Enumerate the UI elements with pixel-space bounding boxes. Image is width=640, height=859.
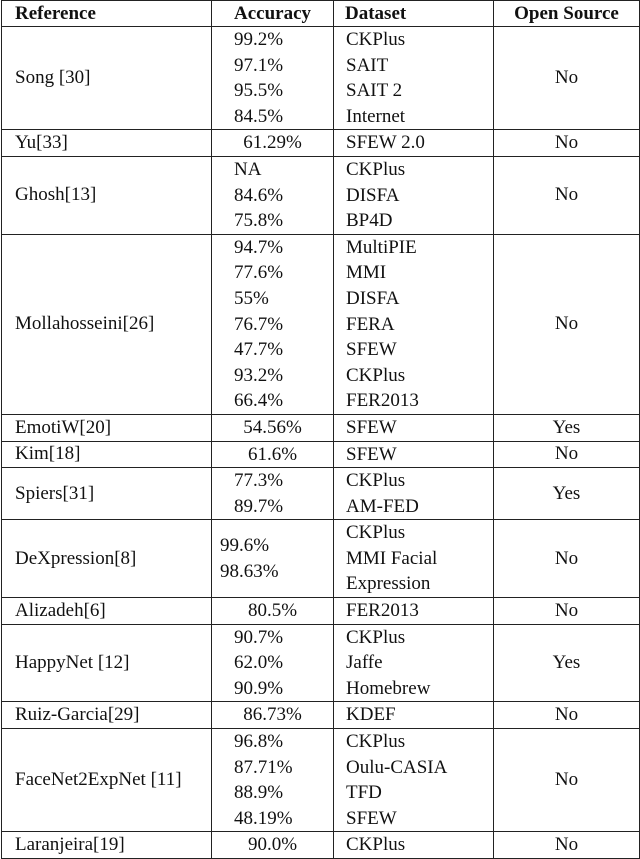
accuracy-value: 61.6% (247, 443, 298, 465)
dataset-cell (334, 598, 494, 625)
table-row (2, 27, 640, 130)
accuracy-value: 96.8% (234, 731, 284, 753)
accuracy-cell (212, 624, 334, 702)
dataset-name: MMI (346, 262, 387, 284)
dataset-name: SFEW (346, 443, 397, 465)
dataset-name: Jaffe (346, 652, 383, 674)
open-source-cell: No (494, 702, 640, 729)
dataset-name: MMI Facial (346, 547, 438, 569)
accuracy-value: 88.9% (234, 782, 284, 804)
dataset-name: FER2013 (346, 600, 419, 622)
reference-cell: Laranjeira[19] (2, 832, 212, 859)
dataset-name: CKPlus (346, 158, 406, 180)
dataset-cell (334, 234, 494, 414)
dataset-name: Internet (346, 105, 406, 127)
table-header (2, 1, 640, 27)
dataset-name: SFEW 2.0 (346, 132, 425, 154)
reference-cell: Kim[18] (2, 441, 212, 468)
header-reference: Reference (2, 1, 212, 27)
accuracy-value: 62.0% (234, 652, 284, 674)
open-source-cell: Yes (494, 414, 640, 441)
accuracy-value: 66.4% (234, 390, 284, 412)
reference-cell: Yu[33] (2, 130, 212, 157)
accuracy-value: 95.5% (234, 80, 284, 102)
dataset-cell (334, 729, 494, 832)
table-row (2, 729, 640, 832)
accuracy-cell (212, 520, 334, 598)
open-source-cell: No (494, 520, 640, 598)
open-source-cell: No (494, 156, 640, 234)
accuracy-cell (212, 702, 334, 729)
header-open-source: Open Source (494, 1, 640, 27)
accuracy-value: 99.2% (234, 29, 284, 50)
accuracy-value: 77.6% (234, 262, 284, 284)
accuracy-value: 76.7% (234, 313, 284, 335)
accuracy-cell (212, 598, 334, 625)
reference-cell: Ruiz-Garcia[29] (2, 702, 212, 729)
accuracy-cell (212, 729, 334, 832)
accuracy-value: 97.1% (234, 54, 284, 76)
accuracy-value: 86.73% (243, 704, 302, 726)
accuracy-value: 90.9% (234, 677, 284, 699)
table-row (2, 520, 640, 598)
dataset-name: Homebrew (346, 677, 431, 699)
dataset-name: MultiPIE (346, 236, 417, 258)
open-source-cell: No (494, 234, 640, 414)
reference-cell: Spiers[31] (2, 468, 212, 520)
reference-cell: DeXpression[8] (2, 520, 212, 598)
dataset-name: BP4D (346, 210, 393, 232)
accuracy-value: 98.63% (220, 560, 279, 582)
dataset-cell (334, 702, 494, 729)
accuracy-value: 75.8% (234, 210, 284, 232)
accuracy-value: 90.0% (247, 834, 298, 856)
dataset-name: SAIT (346, 54, 389, 76)
dataset-name: SFEW (346, 807, 397, 829)
table-row (2, 441, 640, 468)
accuracy-value: 84.5% (234, 105, 284, 127)
accuracy-cell (212, 27, 334, 130)
reference-cell: HappyNet [12] (2, 624, 212, 702)
header-row (2, 1, 640, 27)
dataset-name: DISFA (346, 184, 400, 206)
accuracy-value: 77.3% (234, 470, 284, 492)
table-row (2, 598, 640, 625)
table-row (2, 130, 640, 157)
table-body (2, 27, 640, 859)
dataset-name: KDEF (346, 704, 396, 726)
accuracy-cell (212, 234, 334, 414)
dataset-name: FERA (346, 313, 395, 335)
dataset-name: FER2013 (346, 390, 419, 412)
dataset-name: DISFA (346, 287, 400, 309)
dataset-name: Oulu-CASIA (346, 756, 448, 778)
open-source-cell: No (494, 130, 640, 157)
accuracy-value: 55% (234, 287, 269, 309)
dataset-name: CKPlus (346, 834, 406, 856)
dataset-cell (334, 520, 494, 598)
reference-cell: FaceNet2ExpNet [11] (2, 729, 212, 832)
dataset-name: SAIT 2 (346, 80, 403, 102)
accuracy-cell (212, 414, 334, 441)
accuracy-value: 47.7% (234, 339, 284, 361)
accuracy-cell (212, 441, 334, 468)
dataset-name: TFD (346, 782, 382, 804)
dataset-cell (334, 27, 494, 130)
dataset-cell (334, 441, 494, 468)
dataset-cell (334, 130, 494, 157)
open-source-cell: Yes (494, 468, 640, 520)
open-source-cell: No (494, 832, 640, 859)
dataset-cell (334, 832, 494, 859)
open-source-cell: No (494, 729, 640, 832)
table-row (2, 702, 640, 729)
table-row (2, 624, 640, 702)
accuracy-value: 94.7% (234, 236, 284, 258)
dataset-cell (334, 468, 494, 520)
accuracy-value: 99.6% (220, 535, 270, 557)
accuracy-cell (212, 130, 334, 157)
table-row (2, 832, 640, 859)
open-source-cell: No (494, 598, 640, 625)
dataset-name: CKPlus (346, 29, 406, 50)
dataset-cell (334, 156, 494, 234)
accuracy-value: 80.5% (247, 600, 298, 622)
reference-cell: Alizadeh[6] (2, 598, 212, 625)
accuracy-value: 54.56% (243, 416, 302, 438)
reference-cell: Ghosh[13] (2, 156, 212, 234)
open-source-cell: Yes (494, 624, 640, 702)
header-accuracy: Accuracy (212, 1, 334, 27)
accuracy-value: 87.71% (234, 756, 293, 778)
accuracy-cell (212, 156, 334, 234)
dataset-cell (334, 414, 494, 441)
table-row (2, 234, 640, 414)
open-source-cell: No (494, 27, 640, 130)
table-row (2, 414, 640, 441)
dataset-cell (334, 624, 494, 702)
accuracy-value: 61.29% (243, 132, 302, 154)
accuracy-cell (212, 832, 334, 859)
dataset-name: AM-FED (346, 495, 419, 517)
accuracy-value: 93.2% (234, 364, 284, 386)
dataset-name: SFEW (346, 339, 397, 361)
dataset-name: CKPlus (346, 731, 406, 753)
comparison-table (1, 0, 640, 859)
reference-cell: Song [30] (2, 27, 212, 130)
table-row (2, 468, 640, 520)
reference-cell: EmotiW[20] (2, 414, 212, 441)
table-row (2, 156, 640, 234)
dataset-name: CKPlus (346, 364, 406, 386)
dataset-name: CKPlus (346, 626, 406, 648)
accuracy-value: 48.19% (234, 807, 293, 829)
accuracy-value: NA (234, 158, 262, 180)
dataset-name: SFEW (346, 416, 397, 438)
header-dataset: Dataset (334, 1, 494, 27)
accuracy-value: 84.6% (234, 184, 284, 206)
accuracy-cell (212, 468, 334, 520)
open-source-cell: No (494, 441, 640, 468)
dataset-name: Expression (346, 573, 431, 595)
accuracy-value: 90.7% (234, 626, 284, 648)
dataset-name: CKPlus (346, 522, 406, 544)
dataset-name: CKPlus (346, 470, 406, 492)
reference-cell: Mollahosseini[26] (2, 234, 212, 414)
accuracy-value: 89.7% (234, 495, 284, 517)
